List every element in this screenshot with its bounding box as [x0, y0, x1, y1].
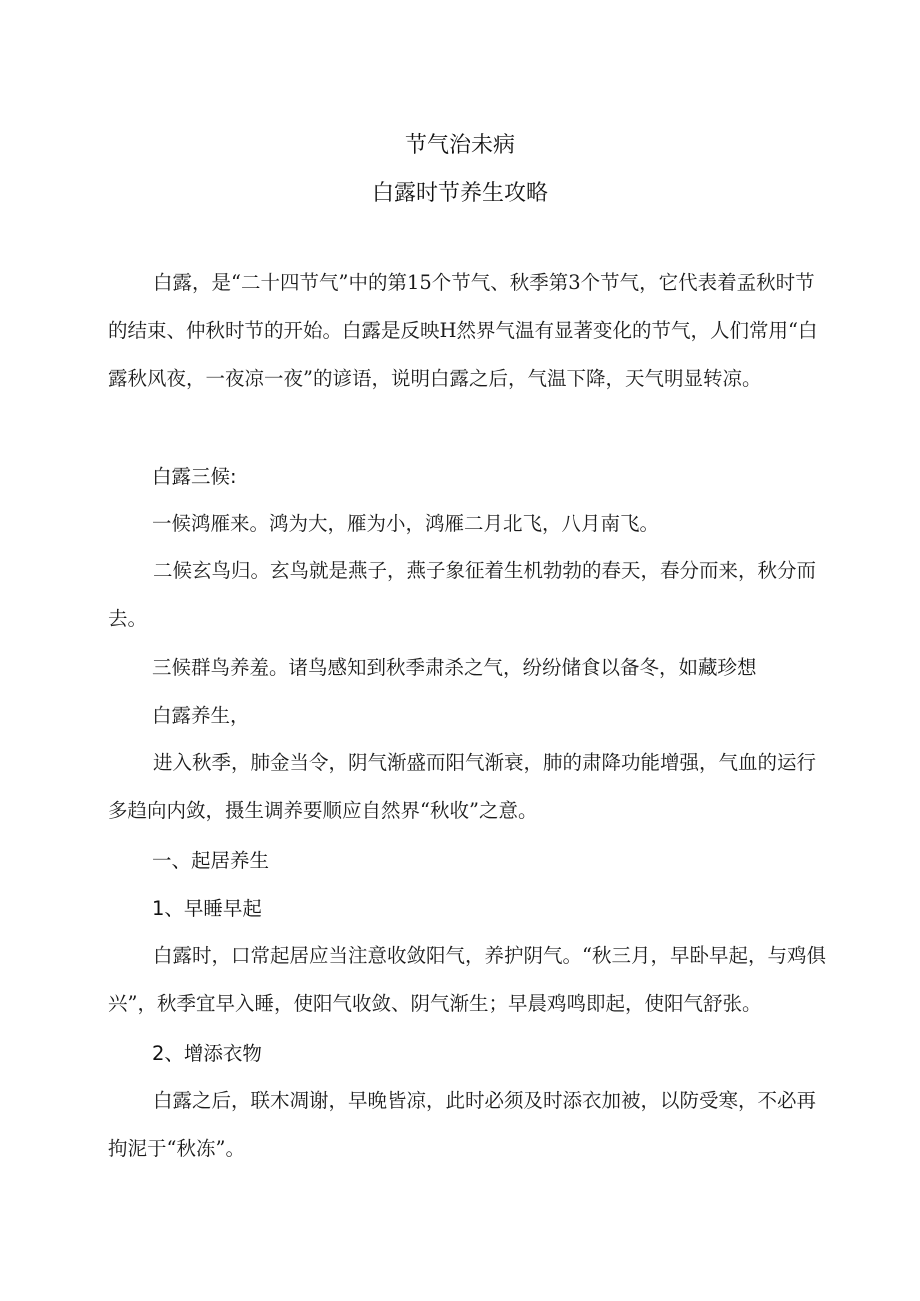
- yangsheng-paragraph: 进入秋季，肺金当令，阴气渐盛而阳气渐衰，肺的肃降功能增强，气血的运行多趋向内敛，摄生调养要顺应自然界“秋收”之意。: [108, 751, 817, 822]
- intro-paragraph: 白露，是“二十四节气”中的第15个节气、秋季第3个节气，它代表着孟秋时节的结束、仲秋时节的开始。白露是反映H然界气温有显著变化的节气，人们常用“白露秋风夜，一夜凉一夜”的谚语，说明白露之后，气温下降，天气明显转凉。: [108, 271, 818, 390]
- yangsheng-heading: 白露养生，: [152, 704, 250, 727]
- document-title: 节气治未病: [404, 133, 515, 158]
- item1-heading: 1、早睡早起: [152, 897, 262, 920]
- hou2-paragraph: 二候玄鸟归。玄鸟就是燕子，燕子象征着生机勃勃的春天，春分而来，秋分而去。: [108, 559, 817, 630]
- item2-heading: 2、增添衣物: [152, 1042, 262, 1065]
- item1-paragraph: 白露时，口常起居应当注意收敛阳气，养护阴气。“秋三月，早卧早起，与鸡俱兴”，秋季宜早入睡，使阳气收敛、阴气渐生；早晨鸡鸣即起，使阳气舒张。: [108, 944, 826, 1015]
- hou3-line: 三候群鸟养羞。诸鸟感知到秋季肃杀之气，纷纷储食以备冬，如藏珍想: [152, 656, 757, 679]
- item2-paragraph: 白露之后，联木凋谢，早晚皆凉，此时必须及时添衣加被，以防受寒，不必再拘泥于“秋冻”。: [108, 1089, 817, 1160]
- hou1-line: 一候鸿雁来。鸿为大，雁为小，鸿雁二月北飞，八月南飞。: [152, 512, 660, 535]
- section1-heading: 一、起居养生: [152, 849, 270, 872]
- sanhou-heading: 白露三候:: [152, 465, 237, 488]
- document-subtitle: 白露时节养生攻略: [371, 181, 548, 206]
